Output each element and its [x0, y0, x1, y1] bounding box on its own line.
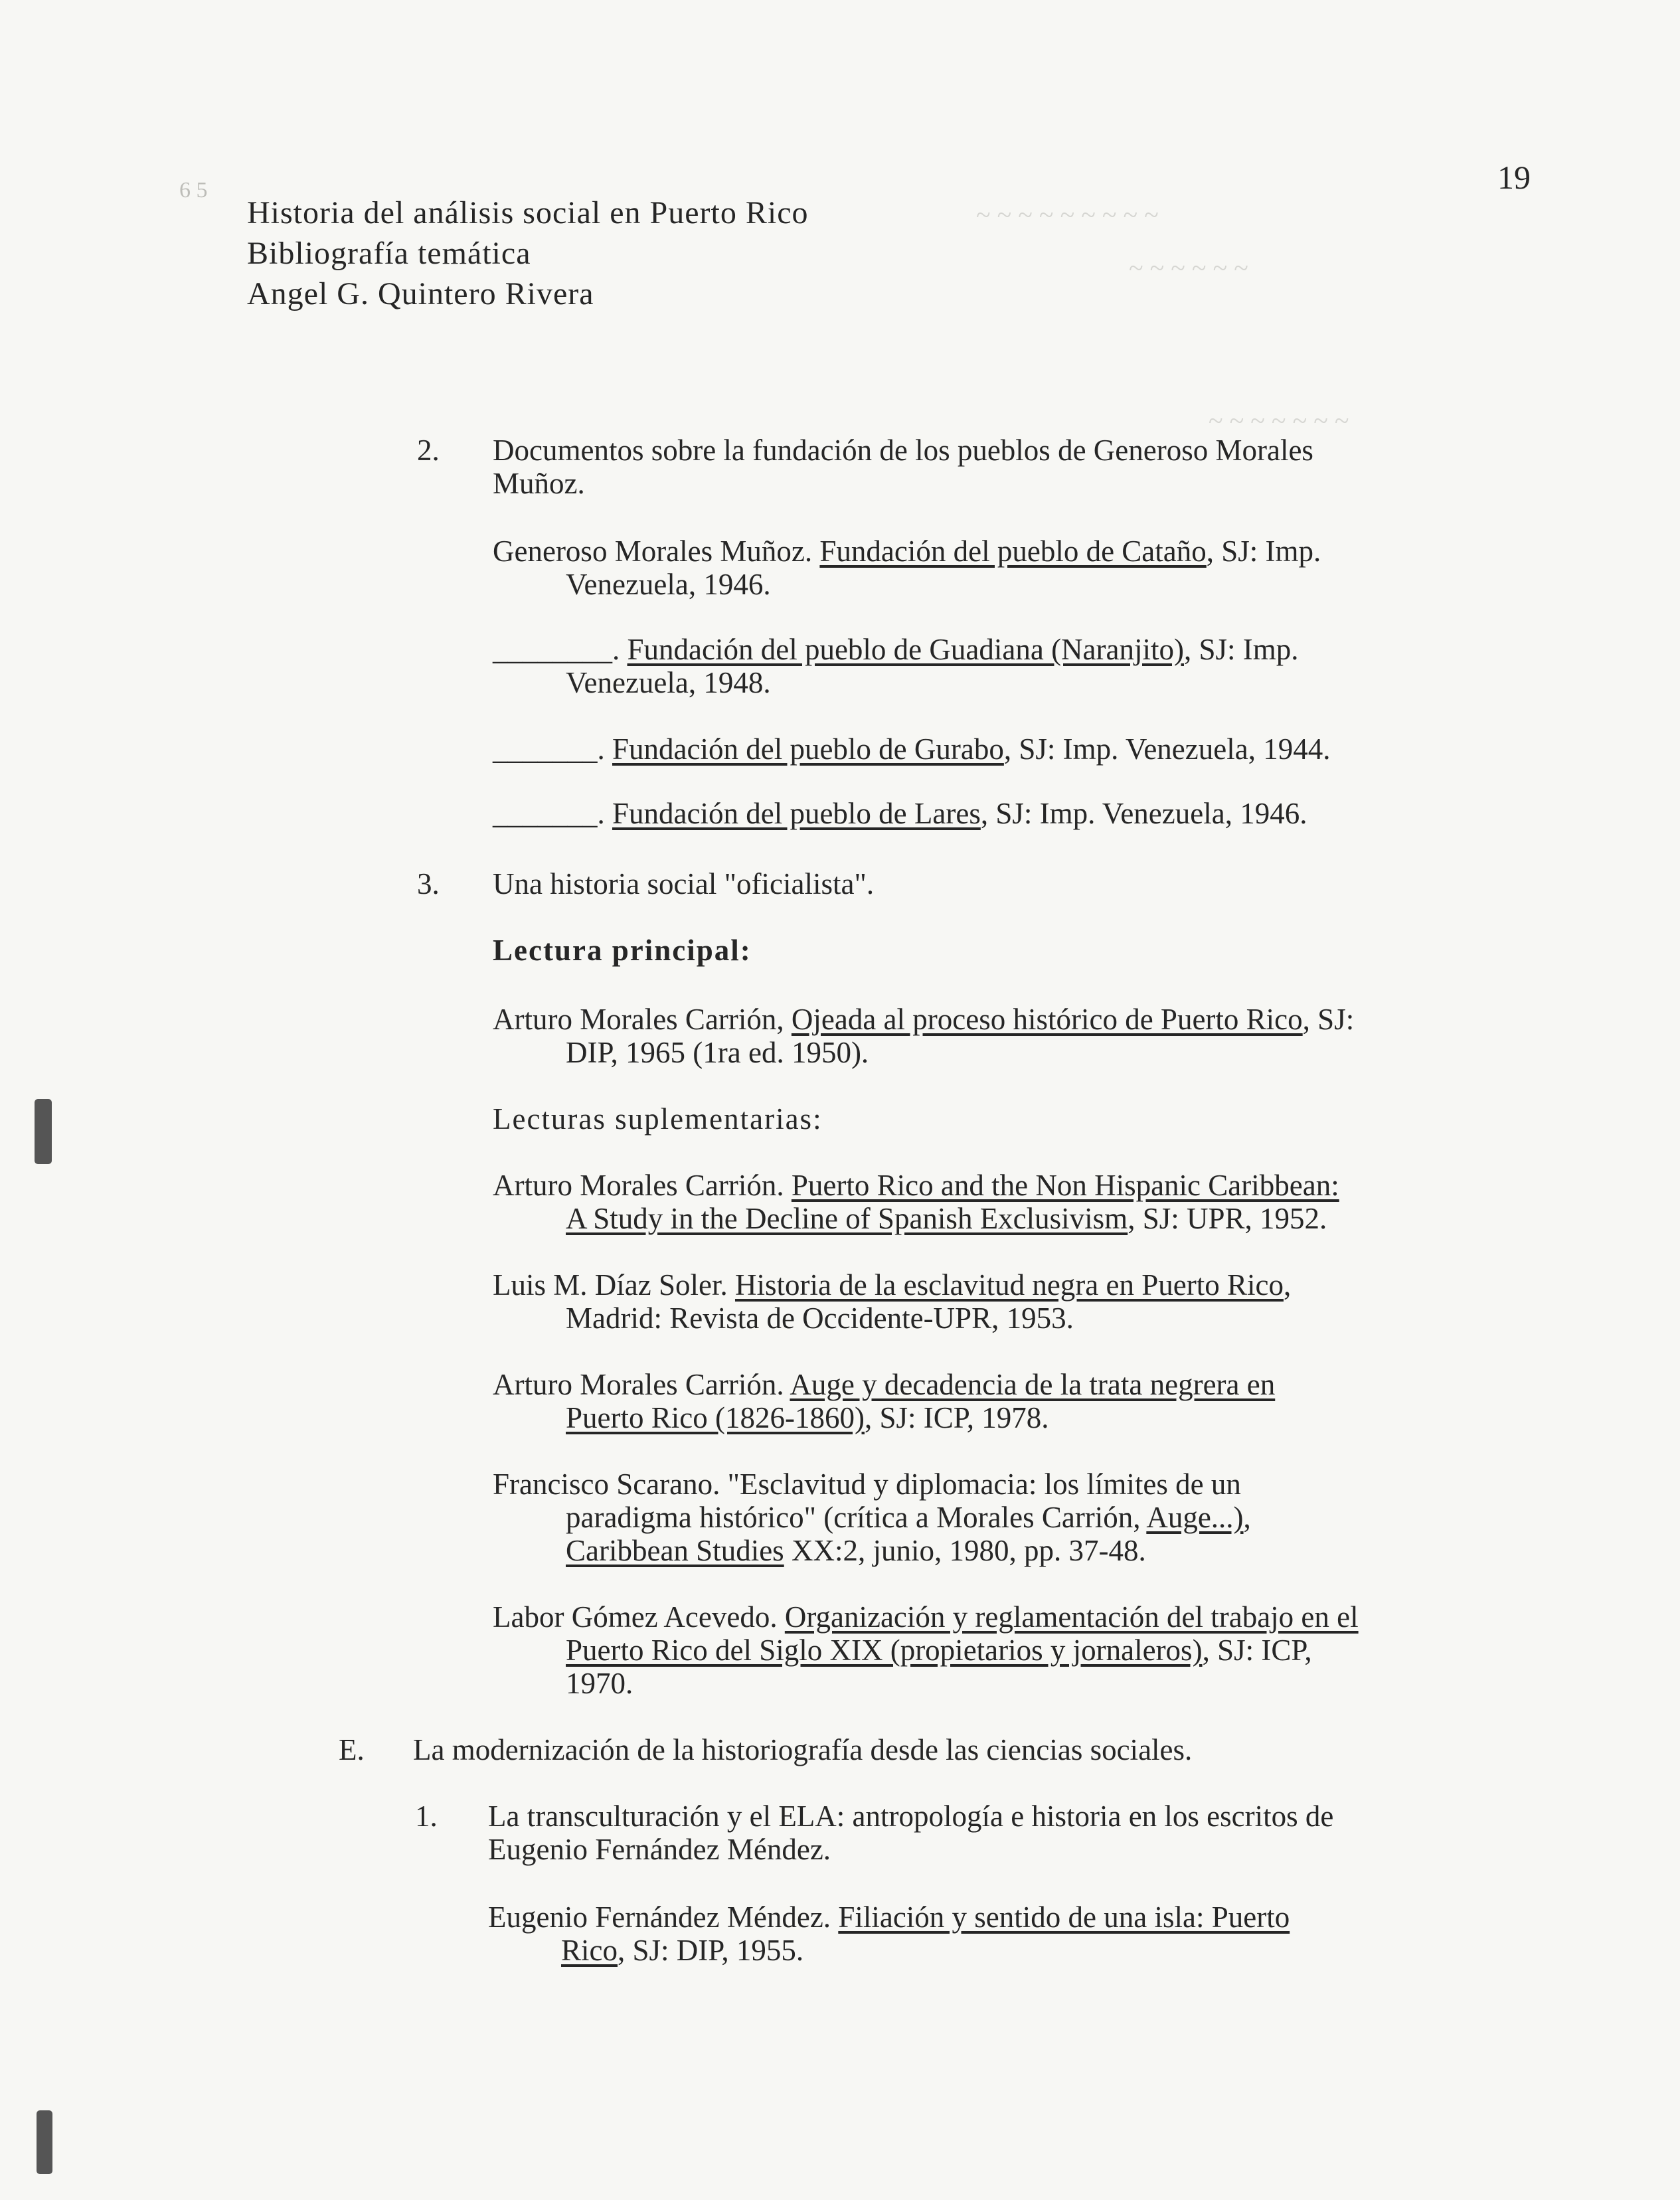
binder-hole-mark: [35, 1099, 52, 1164]
lecturas-suplementarias-heading: Lecturas suplementarias:: [493, 1102, 823, 1136]
section-e1-number: 1.: [415, 1800, 438, 1833]
entry-gurabo: _______. Fundación del pueblo de Gurabo, SJ: Imp. Venezuela, 1944.: [493, 732, 1331, 766]
entry-esclavitud-diplomacia: Francisco Scarano. "Esclavitud y diplomacia: los límites de un paradigma histórico" (crítica a Morales Carrión, Auge...), Caribbean Studies XX:2, junio, 1980, pp. 37-48.: [493, 1468, 1251, 1567]
entry-ojeada: Arturo Morales Carrión, Ojeada al proceso histórico de Puerto Rico, SJ: DIP, 1965 (1ra ed. 1950).: [493, 1003, 1355, 1069]
section-3-title: Una historia social "oficialista".: [493, 867, 875, 900]
lectura-principal-heading: Lectura principal:: [493, 934, 752, 967]
entry-reglamentacion-trabajo: Labor Gómez Acevedo. Organización y reglamentación del trabajo en el Puerto Rico del Siglo XIX (propietarios y jornaleros), SJ: ICP, 1970.: [493, 1600, 1359, 1700]
bleed-through-header: ~ ~ ~ ~ ~ ~ ~ ~ ~: [976, 200, 1159, 230]
entry-esclavitud-negra: Luis M. Díaz Soler. Historia de la esclavitud negra en Puerto Rico, Madrid: Revista de Occidente-UPR, 1953.: [493, 1268, 1292, 1335]
corner-mark: 6 5: [179, 178, 208, 203]
binder-hole-mark: [37, 2110, 52, 2174]
entry-trata-negrera: Arturo Morales Carrión. Auge y decadencia de la trata negrera en Puerto Rico (1826-1860), SJ: ICP, 1978.: [493, 1368, 1276, 1434]
entry-guadiana: ________. Fundación del pueblo de Guadiana (Naranjito), SJ: Imp. Venezuela, 1948.: [493, 633, 1299, 699]
bleed-through-body: ~ ~ ~ ~ ~ ~ ~: [1209, 406, 1349, 436]
header-author: Angel G. Quintero Rivera: [247, 276, 594, 311]
page-number: 19: [1497, 159, 1531, 196]
entry-lares: _______. Fundación del pueblo de Lares, SJ: Imp. Venezuela, 1946.: [493, 797, 1307, 830]
section-3-number: 3.: [417, 867, 440, 900]
entry-cataño: Generoso Morales Muñoz. Fundación del pueblo de Cataño, SJ: Imp. Venezuela, 1946.: [493, 535, 1321, 601]
section-e-title: La modernización de la historiografía desde las ciencias sociales.: [413, 1733, 1193, 1766]
section-2-title: Documentos sobre la fundación de los pueblos de Generoso Morales Muñoz.: [493, 434, 1313, 500]
section-2-number: 2.: [417, 434, 440, 467]
document-header: [247, 193, 809, 314]
section-e-letter: E.: [339, 1733, 365, 1766]
header-title: Historia del análisis social en Puerto Rico: [247, 195, 809, 230]
section-e1-title: La transculturación y el ELA: antropología e historia en los escritos de Eugenio Fernández Méndez.: [488, 1800, 1334, 1866]
bleed-through-header-2: ~ ~ ~ ~ ~ ~: [1129, 253, 1248, 283]
entry-filiacion: Eugenio Fernández Méndez. Filiación y sentido de una isla: Puerto Rico, SJ: DIP, 1955.: [488, 1901, 1290, 1967]
entry-non-hispanic-caribbean: Arturo Morales Carrión. Puerto Rico and the Non Hispanic Caribbean: A Study in the Decline of Spanish Exclusivism, SJ: UPR, 1952.: [493, 1169, 1339, 1235]
header-subtitle: Bibliografía temática: [247, 236, 531, 271]
